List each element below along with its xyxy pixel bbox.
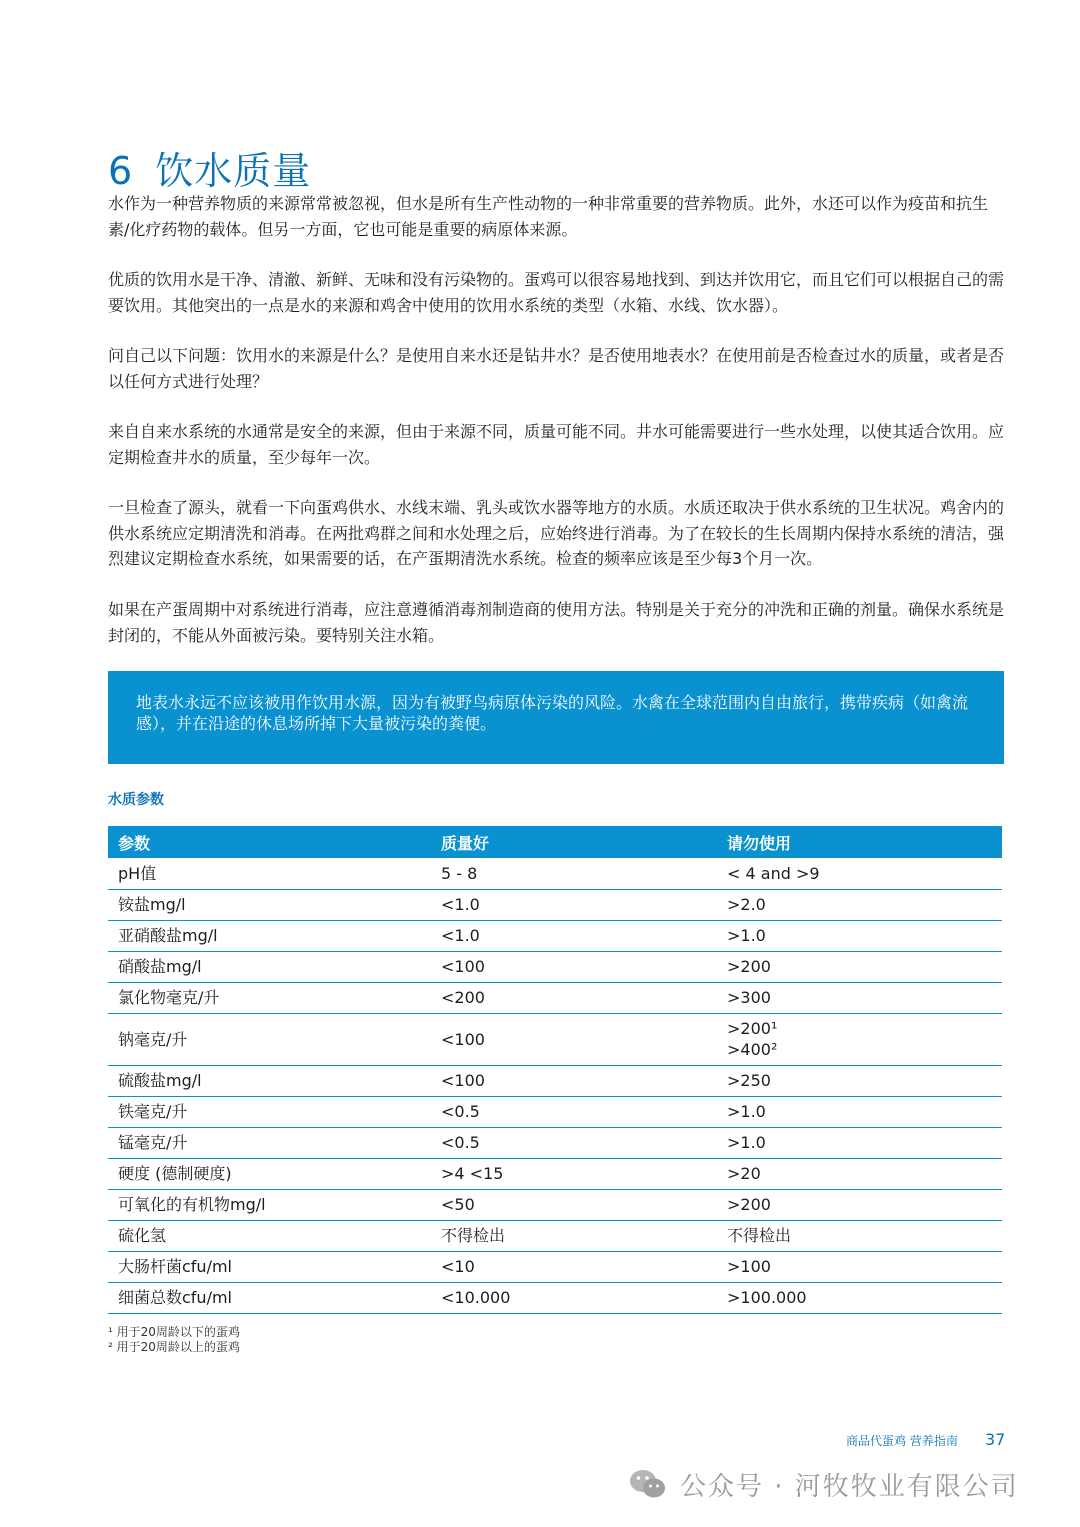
table-row [108,1251,1002,1282]
table-row [108,1158,1002,1189]
cell-parameter: 硝酸盐mg/l [108,951,431,982]
cell-good: <100 [431,1065,717,1096]
cell-good: >4 <15 [431,1158,717,1189]
cell-bad: >200 [717,1189,1002,1220]
cell-good: 5 - 8 [431,858,717,889]
cell-bad: < 4 and >9 [717,858,1002,889]
header-do-not-use: 请勿使用 [717,826,1002,858]
header-parameter: 参数 [108,826,431,858]
cell-parameter: 锰毫克/升 [108,1127,431,1158]
cell-good: <100 [431,1013,717,1065]
cell-bad: >1.0 [717,1127,1002,1158]
paragraph-1: 水作为一种营养物质的来源常常被忽视，但水是所有生产性动物的一种非常重要的营养物质。此外，水还可以作为疫苗和抗生素/化疗药物的载体。但另一方面，它也可能是重要的病原体来源。 [108,194,989,239]
cell-parameter: 硫化氢 [108,1220,431,1251]
table-row [108,1127,1002,1158]
cell-parameter: 大肠杆菌cfu/ml [108,1251,431,1282]
paragraph-6: 如果在产蛋周期中对系统进行消毒，应注意遵循消毒剂制造商的使用方法。特别是关于充分的冲洗和正确的剂量。确保水系统是封闭的，不能从外面被污染。要特别关注水箱。 [108,600,1005,645]
cell-bad: >100.000 [717,1282,1002,1313]
callout-text: 地表水永远不应该被用作饮用水源，因为有被野鸟病原体污染的风险。水禽在全球范围内自由旅行，携带疾病（如禽流感），并在沿途的休息场所掉下大量被污染的粪便。 [136,693,969,733]
table-row [108,889,1002,920]
watermark [628,1463,1019,1505]
cell-bad: >300 [717,982,1002,1013]
cell-parameter: pH值 [108,858,431,889]
table-row [108,858,1002,889]
cell-bad: >1.0 [717,920,1002,951]
cell-good: <200 [431,982,717,1013]
table-row [108,1282,1002,1313]
cell-good: <0.5 [431,1127,717,1158]
cell-parameter: 铵盐mg/l [108,889,431,920]
paragraph-3: 问自己以下问题：饮用水的来源是什么？是使用自来水还是钻井水？是否使用地表水？在使用前是否检查过水的质量，或者是否以任何方式进行处理？ [108,346,1005,391]
table-title: 水质参数 [108,792,164,808]
cell-bad: >2.0 [717,889,1002,920]
page-number: 37 [985,1430,1006,1449]
cell-bad: >250 [717,1065,1002,1096]
table-row [108,951,1002,982]
footnote-1: ¹ 用于20周龄以下的蛋鸡 [108,1325,240,1339]
cell-bad: >100 [717,1251,1002,1282]
table-header-row [108,826,1002,858]
cell-good: 不得检出 [431,1220,717,1251]
cell-parameter: 硫酸盐mg/l [108,1065,431,1096]
cell-parameter: 细菌总数cfu/ml [108,1282,431,1313]
paragraph-2: 优质的饮用水是干净、清澈、新鲜、无味和没有污染物的。蛋鸡可以很容易地找到、到达并饮用它，而且它们可以根据自己的需要饮用。其他突出的一点是水的来源和鸡舍中使用的饮用水系统的类型（水箱、水线、饮水器）。 [108,270,1005,315]
cell-good: <1.0 [431,889,717,920]
cell-bad-line-2: >400² [727,1040,778,1059]
water-quality-table [108,826,1002,1314]
section-title: 饮水质量 [155,149,312,193]
header-good-quality: 质量好 [431,826,717,858]
cell-parameter: 钠毫克/升 [108,1013,431,1065]
cell-good: <1.0 [431,920,717,951]
paragraph-5: 一旦检查了源头，就看一下向蛋鸡供水、水线末端、乳头或饮水器等地方的水质。水质还取决于供水系统的卫生状况。鸡舍内的供水系统应定期清洗和消毒。在两批鸡群之间和水处理之后，应始终进行消毒。为了在较长的生长周期内保持水系统的清洁，强烈建议定期检查水系统，如果需要的话，在产蛋期清洗水系统。检查的频率应该是至少每3个月一次。 [108,498,1005,568]
section-heading [108,148,311,194]
cell-parameter: 铁毫克/升 [108,1096,431,1127]
table-row [108,1013,1002,1065]
cell-good: <10.000 [431,1282,717,1313]
cell-bad: >20 [717,1158,1002,1189]
table-row [108,1189,1002,1220]
cell-parameter: 可氧化的有机物mg/l [108,1189,431,1220]
cell-good: <100 [431,951,717,982]
table-row [108,1065,1002,1096]
cell-good: <10 [431,1251,717,1282]
cell-good: <50 [431,1189,717,1220]
cell-bad [717,1013,1002,1065]
cell-parameter: 亚硝酸盐mg/l [108,920,431,951]
cell-parameter: 硬度 (德制硬度) [108,1158,431,1189]
cell-bad-line-1: >200¹ [727,1019,778,1038]
callout-box [108,671,1004,764]
cell-bad: >1.0 [717,1096,1002,1127]
table-row [108,982,1002,1013]
cell-parameter: 氯化物毫克/升 [108,982,431,1013]
watermark-text: 公众号 · 河牧牧业有限公司 [680,1471,1019,1502]
wechat-icon [628,1467,668,1501]
cell-bad: 不得检出 [717,1220,1002,1251]
cell-good: <0.5 [431,1096,717,1127]
table-row [108,1220,1002,1251]
section-number: 6 [108,149,134,193]
footer-title: 商品代蛋鸡 营养指南 [846,1434,958,1448]
cell-bad: >200 [717,951,1002,982]
table-row [108,920,1002,951]
table-row [108,1096,1002,1127]
footnote-2: ² 用于20周龄以上的蛋鸡 [108,1340,240,1354]
paragraph-4: 来自自来水系统的水通常是安全的来源，但由于来源不同，质量可能不同。井水可能需要进行一些水处理，以使其适合饮用。应定期检查井水的质量，至少每年一次。 [108,422,1005,467]
